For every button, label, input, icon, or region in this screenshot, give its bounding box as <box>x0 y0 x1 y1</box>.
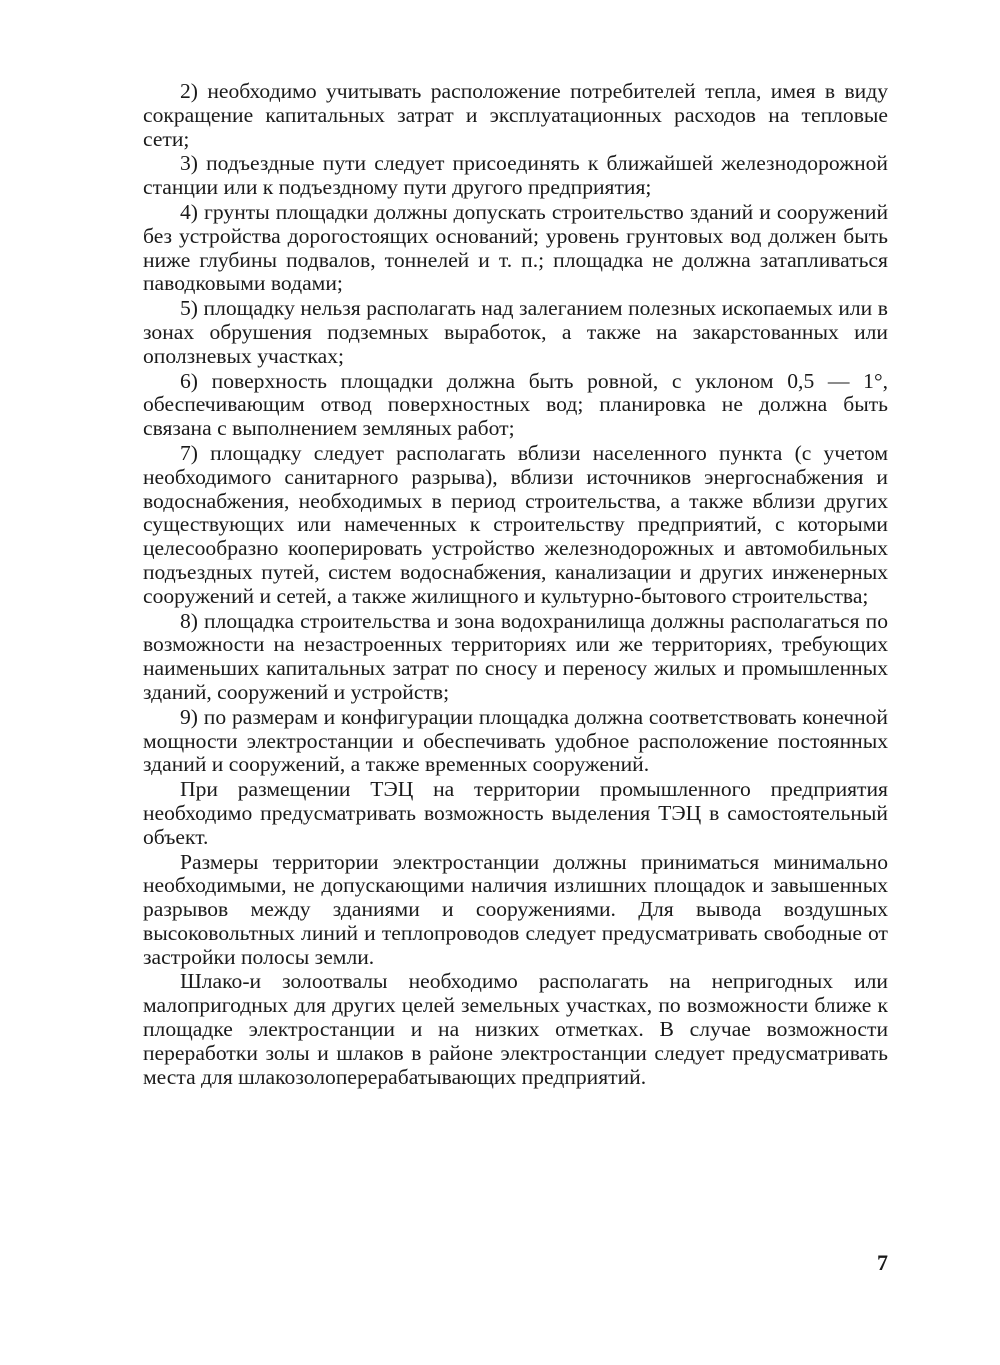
paragraph-item-6: 6) поверхность площадки должна быть ровной, с уклоном 0,5 — 1°, обеспечивающим отвод поверхностных вод; планировка не должна быть связана с выполнением земляных работ; <box>143 368 888 441</box>
paragraph-item-3: 3) подъездные пути следует присоединять к ближайшей железнодорожной станции или к подъездному пути другого предприятия; <box>143 151 888 200</box>
paragraph-item-7: 7) площадку следует располагать вблизи населенного пункта (с учетом необходимого санитарного разрыва), вблизи источников энергоснабжения и водоснабжения, необходимых в период строительства, а также вблизи других существующих или намеченных к строительству предприятий, с которыми целесообразно кооперировать устройство железнодорожных и автомобильных подъездных путей, систем водоснабжения, канализации и других инженерных сооружений и сетей, а также жилищного и культурно-бытового строительства; <box>143 440 888 608</box>
page-number: 7 <box>877 1250 888 1275</box>
paragraph-tec-placement: При размещении ТЭЦ на территории промышленного предприятия необходимо предусматривать возможность выделения ТЭЦ в самостоятельный объект. <box>143 777 888 849</box>
paragraph-item-5: 5) площадку нельзя располагать над залеганием полезных ископаемых или в зонах обрушения подземных выработок, а также на закарстованных или оползневых участках; <box>143 296 888 368</box>
paragraph-ash-dumps: Шлако-и золоотвалы необходимо располагать на непригодных или малопригодных для других целей земельных участках, по возможности ближе к площадке электростанции и на низких отметках. В случае возможности переработки золы и шлаков в районе электростанции следует предусматривать места для шлакозолоперерабатывающих предприятий. <box>143 969 888 1089</box>
paragraph-item-8: 8) площадка строительства и зона водохранилища должны располагаться по возможности на незастроенных территориях или же территориях, требующих наименьших капитальных затрат по сносу и переносу жилых и промышленных зданий, сооружений и устройств; <box>143 608 888 704</box>
paragraph-item-4: 4) грунты площадки должны допускать строительство зданий и сооружений без устройства дорогостоящих оснований; уровень грунтовых вод должен быть ниже глубины подвалов, тоннелей и т. п.; площадка не должна затапливаться паводковыми водами; <box>143 199 888 296</box>
paragraph-item-9: 9) по размерам и конфигурации площадка должна соответствовать конечной мощности электростанции и обеспечивать удобное расположение постоянных зданий и сооружений, а также временных сооружений. <box>143 704 888 777</box>
document-body <box>143 80 888 1090</box>
paragraph-item-2: 2) необходимо учитывать расположение потребителей тепла, имея в виду сокращение капитальных затрат и эксплуатационных расходов на тепловые сети; <box>143 79 888 151</box>
paragraph-territory-size: Размеры территории электростанции должны приниматься минимально необходимыми, не допускающими наличия излишних площадок и завышенных разрывов между зданиями и сооружениями. Для вывода воздушных высоковольтных линий и теплопроводов следует предусматривать свободные от застройки полосы земли. <box>143 849 888 969</box>
